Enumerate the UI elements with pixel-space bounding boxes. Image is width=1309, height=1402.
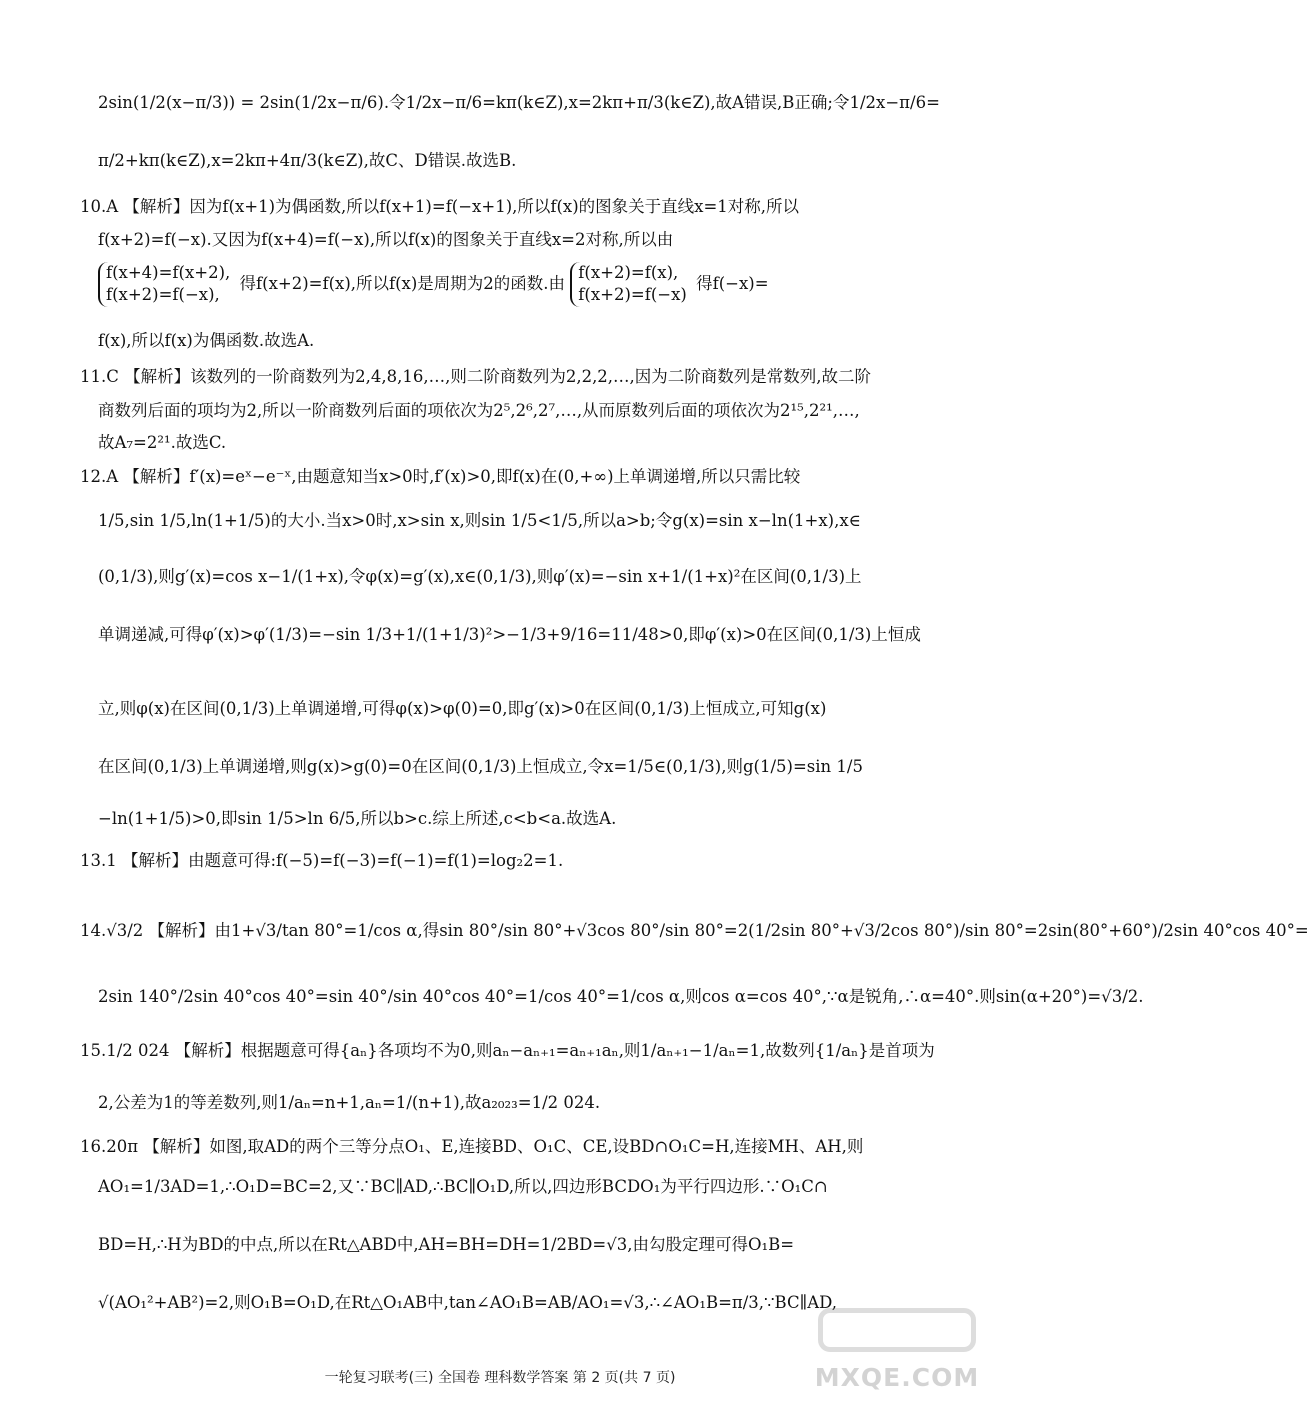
q10-line-2: f(x+2)=f(−x).又因为f(x+4)=f(−x),所以f(x)的图象关于直线x=2对称,所以由 xyxy=(98,230,674,249)
q12-line-1: 12.A 【解析】f′(x)=eˣ−e⁻ˣ,由题意知当x>0时,f′(x)>0,即f(x)在(0,+∞)上单调递增,所以只需比较 xyxy=(80,467,801,486)
system-right-row-2: f(x+2)=f(−x) xyxy=(578,285,687,305)
watermark-logo xyxy=(808,1308,986,1394)
system-right-row-1: f(x+2)=f(x), xyxy=(578,263,679,282)
q10-system-line xyxy=(98,262,928,307)
q12-line-5: 立,则φ(x)在区间(0,1/3)上单调递增,可得φ(x)>φ(0)=0,即g′(x)>0在区间(0,1/3)上恒成立,可知g(x) xyxy=(98,699,827,718)
text-line-1: 2sin(1/2(x−π/3)) = 2sin(1/2x−π/6).令1/2x−π/6=kπ(k∈Z),x=2kπ+π/3(k∈Z),故A错误,B正确;令1/2x−π/6= xyxy=(98,93,940,112)
q12-line-6: 在区间(0,1/3)上单调递增,则g(x)>g(0)=0在区间(0,1/3)上恒成立,令x=1/5∈(0,1/3),则g(1/5)=sin 1/5 xyxy=(98,757,863,776)
q13-line: 13.1 【解析】由题意可得:f(−5)=f(−3)=f(−1)=f(1)=log₂2=1. xyxy=(80,851,564,870)
system-end-text: 得f(−x)= xyxy=(696,273,769,293)
q11-line-3: 故A₇=2²¹.故选C. xyxy=(98,433,227,452)
q10-line-4: f(x),所以f(x)为偶函数.故选A. xyxy=(98,331,315,350)
q16-line-4: √(AO₁²+AB²)=2,则O₁B=O₁D,在Rt△O₁AB中,tan∠AO₁B=AB/AO₁=√3,∴∠AO₁B=π/3,∵BC∥AD, xyxy=(98,1293,838,1312)
equation-system-right xyxy=(570,262,687,307)
system-left-row-1: f(x+4)=f(x+2), xyxy=(106,263,231,282)
q14-line-1: 14.√3/2 【解析】由1+√3/tan 80°=1/cos α,得sin 80°/sin 80°+√3cos 80°/sin 80°=2(1/2sin 80°+√3/2cos 80°)/sin 80°=2sin(80°+60°)/2sin 40°cos 40°= xyxy=(80,921,1309,940)
q11-line-2: 商数列后面的项均为2,所以一阶商数列后面的项依次为2⁵,2⁶,2⁷,…,从而原数列后面的项依次为2¹⁵,2²¹,…, xyxy=(98,401,860,420)
q12-line-3: (0,1/3),则g′(x)=cos x−1/(1+x),令φ(x)=g′(x),x∈(0,1/3),则φ′(x)=−sin x+1/(1+x)²在区间(0,1/3)上 xyxy=(98,567,862,586)
text-line-2: π/2+kπ(k∈Z),x=2kπ+4π/3(k∈Z),故C、D错误.故选B. xyxy=(98,151,517,170)
q10-line-1: 10.A 【解析】因为f(x+1)为偶函数,所以f(x+1)=f(−x+1),所以f(x)的图象关于直线x=1对称,所以 xyxy=(80,197,800,216)
system-left-row-2: f(x+2)=f(−x), xyxy=(106,285,220,305)
q12-line-7: −ln(1+1/5)>0,即sin 1/5>ln 6/5,所以b>c.综上所述,c<b<a.故选A. xyxy=(98,809,617,828)
q15-line-1: 15.1/2 024 【解析】根据题意可得{aₙ}各项均不为0,则aₙ−aₙ₊₁=aₙ₊₁aₙ,则1/aₙ₊₁−1/aₙ=1,故数列{1/aₙ}是首项为 xyxy=(80,1041,935,1060)
page-footer: 一轮复习联考(三) 全国卷 理科数学答案 第 2 页(共 7 页) xyxy=(324,1370,676,1386)
watermark-text: MXQE.COM xyxy=(814,1363,980,1392)
q16-line-2: AO₁=1/3AD=1,∴O₁D=BC=2,又∵BC∥AD,∴BC∥O₁D,所以,四边形BCDO₁为平行四边形.∵O₁C∩ xyxy=(98,1177,828,1196)
q16-line-1: 16.20π 【解析】如图,取AD的两个三等分点O₁、E,连接BD、O₁C、CE,设BD∩O₁C=H,连接MH、AH,则 xyxy=(80,1137,864,1156)
q11-line-1: 11.C 【解析】该数列的一阶商数列为2,4,8,16,…,则二阶商数列为2,2,2,…,因为二阶商数列是常数列,故二阶 xyxy=(80,367,872,386)
equation-system-left xyxy=(98,262,230,307)
q12-line-4: 单调递减,可得φ′(x)>φ′(1/3)=−sin 1/3+1/(1+1/3)²>−1/3+9/16=11/48>0,即φ′(x)>0在区间(0,1/3)上恒成 xyxy=(98,625,921,644)
system-mid-text: 得f(x+2)=f(x),所以f(x)是周期为2的函数.由 xyxy=(239,273,566,293)
q16-line-3: BD=H,∴H为BD的中点,所以在Rt△ABD中,AH=BH=DH=1/2BD=√3,由勾股定理可得O₁B= xyxy=(98,1235,795,1254)
q14-line-2: 2sin 140°/2sin 40°cos 40°=sin 40°/sin 40°cos 40°=1/cos 40°=1/cos α,则cos α=cos 40°,∵α是锐角,∴α=40°.则sin(α+20°)=√3/2. xyxy=(98,987,1144,1006)
q15-line-2: 2,公差为1的等差数列,则1/aₙ=n+1,aₙ=1/(n+1),故a₂₀₂₃=1/2 024. xyxy=(98,1093,601,1112)
watermark-badge xyxy=(818,1308,976,1352)
q12-line-2: 1/5,sin 1/5,ln(1+1/5)的大小.当x>0时,x>sin x,则sin 1/5<1/5,所以a>b;令g(x)=sin x−ln(1+x),x∈ xyxy=(98,511,861,530)
